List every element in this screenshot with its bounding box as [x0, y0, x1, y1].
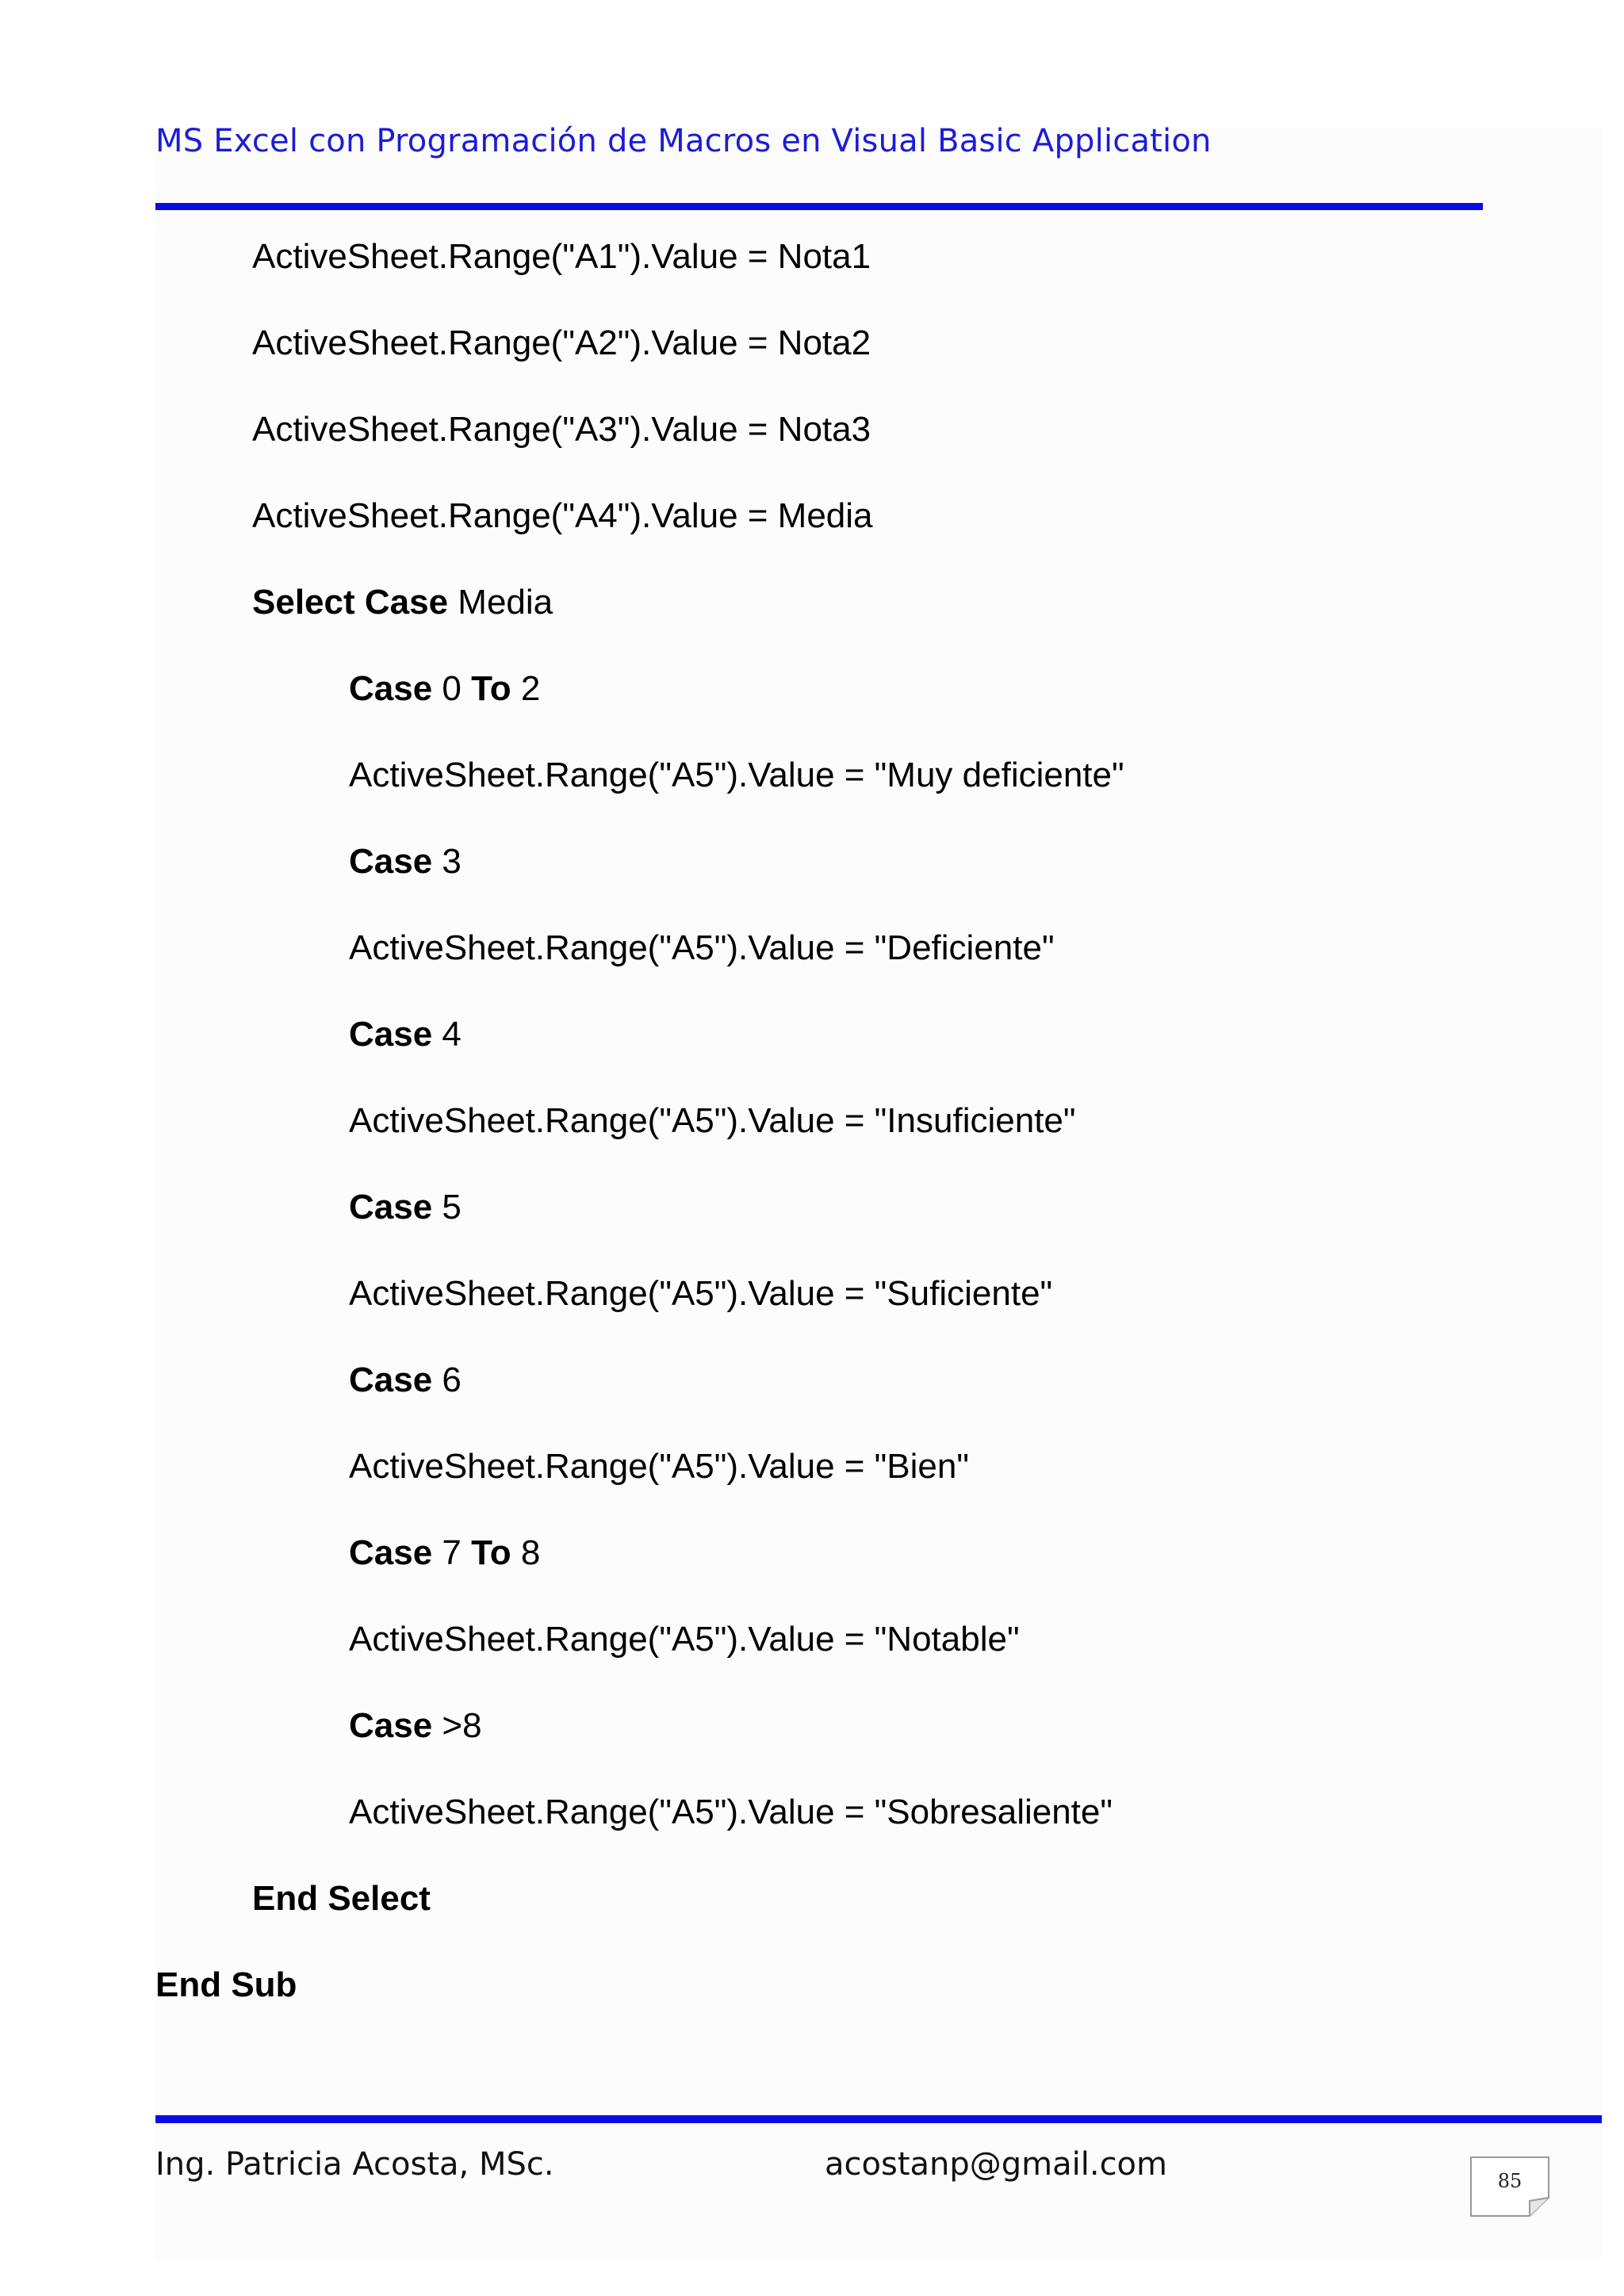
code-line: [349, 1702, 482, 1750]
code-line: [349, 1789, 1113, 1836]
code-text: ActiveSheet.Range("A1").Value = Nota1: [252, 237, 871, 276]
code-text: ActiveSheet.Range("A5").Value = "Sobresaliente": [349, 1793, 1113, 1831]
code-line: [252, 406, 871, 453]
code-keyword: Case: [349, 1188, 433, 1226]
code-keyword: Case: [349, 842, 433, 881]
footer-author: Ing. Patricia Acosta, MSc.: [155, 2146, 554, 2183]
code-line: [252, 492, 873, 540]
code-text: Media: [448, 583, 553, 622]
code-text: 2: [511, 669, 541, 708]
code-keyword: End Select: [252, 1879, 431, 1918]
code-text: 6: [432, 1360, 462, 1399]
code-text: ActiveSheet.Range("A5").Value = "Muy deficiente": [349, 756, 1124, 794]
code-text: 5: [432, 1188, 462, 1226]
code-line: [349, 1011, 462, 1058]
code-keyword: Case: [349, 1360, 433, 1399]
code-keyword: Select Case: [252, 583, 449, 622]
code-line: [349, 1270, 1052, 1318]
page-number-box: [1470, 2156, 1549, 2217]
code-line: [349, 1097, 1076, 1145]
footer-divider: [155, 2115, 1602, 2123]
code-line: [349, 924, 1055, 972]
code-line: [349, 838, 462, 886]
code-text: ActiveSheet.Range("A5").Value = "Notable": [349, 1620, 1020, 1659]
code-keyword: Case: [349, 1706, 433, 1745]
code-keyword: To: [471, 1533, 511, 1572]
code-keyword: Case: [349, 1015, 433, 1054]
code-text: ActiveSheet.Range("A4").Value = Media: [252, 496, 873, 535]
code-line: [155, 1961, 297, 2009]
code-text: 3: [432, 842, 462, 881]
page-number: 85: [1497, 2170, 1522, 2192]
code-text: 0: [432, 669, 472, 708]
code-line: [349, 1184, 462, 1231]
code-text: 7: [432, 1533, 472, 1572]
code-text: ActiveSheet.Range("A5").Value = "Deficiente": [349, 928, 1055, 967]
code-line: [349, 752, 1124, 799]
code-text: ActiveSheet.Range("A2").Value = Nota2: [252, 323, 871, 362]
code-line: [349, 1529, 540, 1577]
code-line: [252, 320, 871, 367]
code-text: ActiveSheet.Range("A5").Value = "Bien": [349, 1447, 969, 1486]
code-text: ActiveSheet.Range("A5").Value = "Suficiente": [349, 1274, 1053, 1313]
code-text: >8: [432, 1706, 482, 1745]
code-line: [349, 1616, 1020, 1663]
code-keyword: Case: [349, 669, 433, 708]
code-line: [252, 233, 871, 281]
footer-email: acostanp@gmail.com: [825, 2146, 1167, 2183]
code-keyword: Case: [349, 1533, 433, 1572]
code-line: [252, 579, 553, 626]
code-text: 8: [511, 1533, 541, 1572]
code-keyword: To: [471, 669, 511, 708]
document-header-title: MS Excel con Programación de Macros en Visual Basic Application: [155, 123, 1212, 159]
code-line: [349, 1443, 969, 1490]
code-keyword: End Sub: [155, 1965, 297, 2004]
code-line: [349, 1357, 462, 1404]
code-line: [252, 1875, 431, 1923]
code-text: 4: [432, 1015, 462, 1054]
code-text: ActiveSheet.Range("A5").Value = "Insuficiente": [349, 1101, 1076, 1140]
code-text: ActiveSheet.Range("A3").Value = Nota3: [252, 410, 871, 449]
code-line: [349, 665, 540, 713]
